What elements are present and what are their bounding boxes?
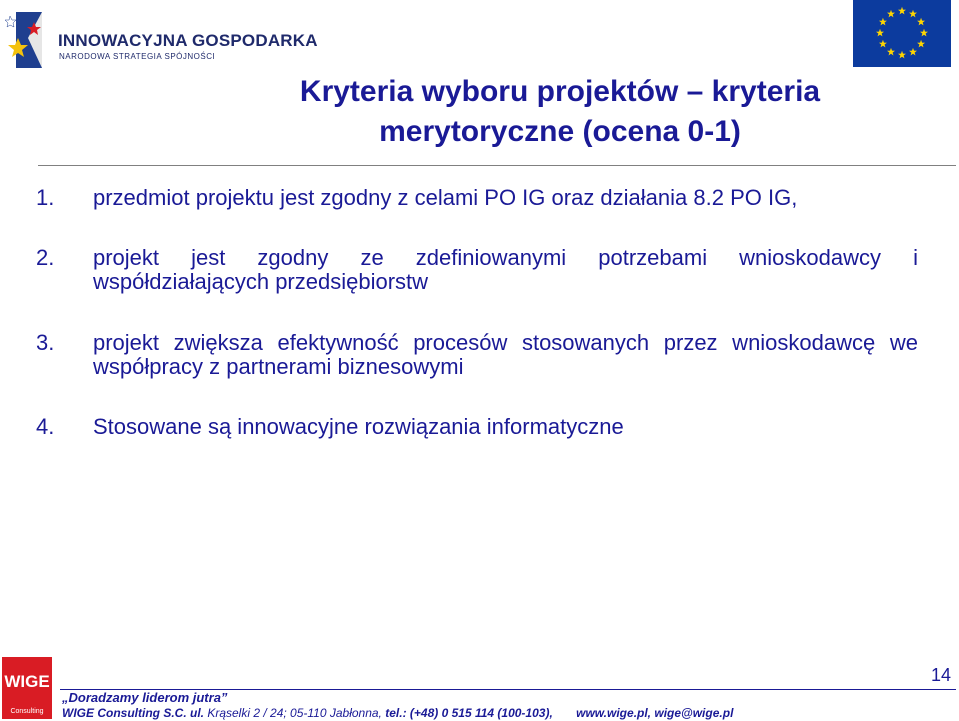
criteria-number: 3. (36, 330, 55, 355)
criteria-text: przedmiot projektu jest zgodny z celami PO IG oraz działania 8.2 PO IG, (93, 185, 798, 210)
criteria-text: projekt jest zgodny ze zdefiniowanymi potrzebami wnioskodawcy i współdziałających przedsiębiorstw (93, 245, 918, 294)
criteria-item-4 (36, 415, 918, 439)
page-number: 14 (930, 665, 951, 685)
page-title (150, 72, 959, 152)
criteria-item-3 (36, 331, 918, 379)
eu-flag-icon (853, 0, 951, 67)
company-phone: tel.: (+48) 0 515 114 (100-103), (385, 706, 553, 720)
wige-logo-text: WIGE (4, 672, 50, 691)
criteria-number: 1. (36, 185, 55, 210)
title-line-1: Kryteria wyboru projektów – kryteria (299, 75, 821, 108)
criteria-text: projekt zwiększa efektywność procesów stosowanych przez wnioskodawcę we współpracy z partnerami biznesowymi (93, 330, 918, 379)
company-web-email: www.wige.pl, wige@wige.pl (576, 706, 734, 720)
wige-logo (2, 657, 52, 719)
brand-subtitle: NARODOWA STRATEGIA SPÓJNOŚCI (59, 52, 216, 61)
company-address: Krąselki 2 / 24; 05-110 Jabłonna, (204, 706, 386, 720)
brand-name: INNOWACYJNA GOSPODARKA (58, 31, 318, 50)
criteria-item-1 (36, 186, 918, 210)
contact-line (62, 706, 733, 720)
criteria-number: 4. (36, 414, 55, 439)
title-line-2: merytoryczne (ocena 0-1) (379, 115, 741, 148)
innowacyjna-gospodarka-logo (4, 8, 318, 68)
company-name: WIGE Consulting S.C. ul. (62, 706, 204, 720)
wige-logo-subtext: Consulting (10, 708, 44, 715)
criteria-number: 2. (36, 245, 55, 270)
criteria-text: Stosowane są innowacyjne rozwiązania informatyczne (93, 414, 624, 439)
star-logo-icon (4, 8, 52, 70)
title-divider (38, 165, 956, 166)
criteria-item-2 (36, 246, 918, 294)
slogan: „Doradzamy liderom jutra” (62, 690, 228, 705)
